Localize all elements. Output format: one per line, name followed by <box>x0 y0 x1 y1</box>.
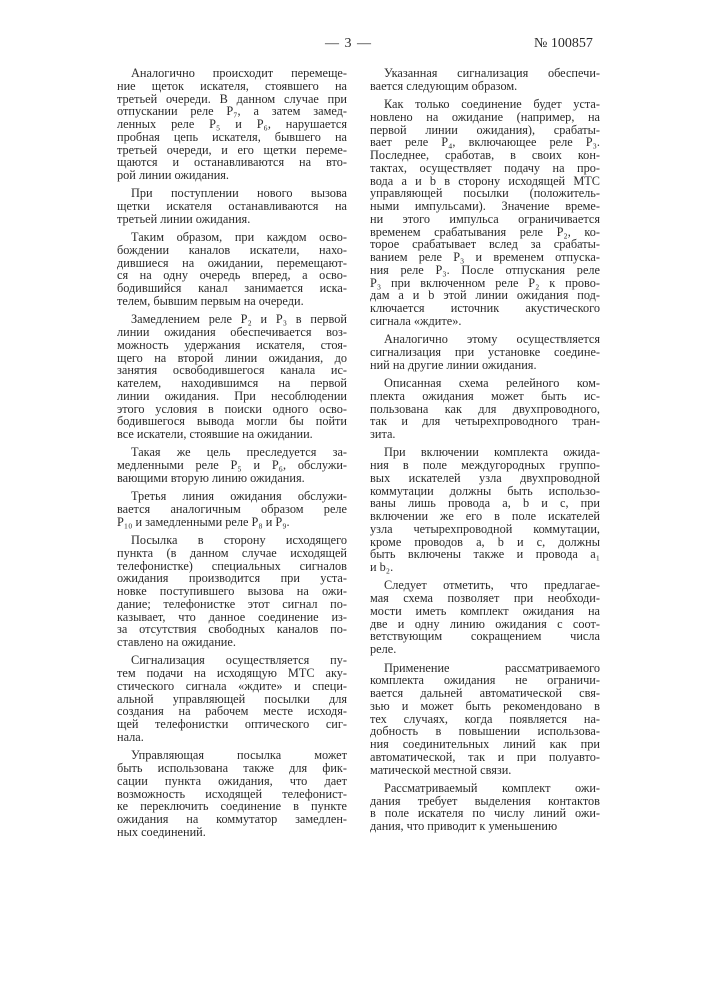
text-line: щетки искателя останавливаются на <box>117 200 347 213</box>
paragraph <box>370 579 600 656</box>
paragraph <box>117 313 347 441</box>
text-line: Посылка в сторону исходящего <box>117 534 347 547</box>
paragraph <box>370 377 600 441</box>
paragraph <box>370 98 600 328</box>
text-line: тактах, осуществляет подачу на про- <box>370 162 600 175</box>
text-line: управляющей посылки (положитель- <box>370 187 600 200</box>
paragraph <box>117 490 347 528</box>
text-line: Аналогично происходит перемеще- <box>117 67 347 80</box>
text-line: Следует отметить, что предлагае- <box>370 579 600 592</box>
text-line: рой линии ожидания. <box>117 169 347 182</box>
text-line: и b₂. <box>370 561 600 574</box>
text-line: зью и может быть рекомендовано в <box>370 700 600 713</box>
text-line: сигнала «ждите». <box>370 315 600 328</box>
text-line: быть включены также и провода a₁ <box>370 548 600 561</box>
text-line: новлено на ожидание (например, на <box>370 111 600 124</box>
text-line: быть использована также для фик- <box>117 762 347 775</box>
text-line: бождении каналов искатели, нахо- <box>117 244 347 257</box>
text-line: ожидания производится при уста- <box>117 572 347 585</box>
text-line: ния в поле междугородных группо- <box>370 459 600 472</box>
text-line: ванием реле Р₃ и временем отпуска- <box>370 251 600 264</box>
left-text-column <box>117 67 347 844</box>
text-line: щего на второй линии ожидания, до <box>117 352 347 365</box>
text-line: возможность исходящей телефонист- <box>117 788 347 801</box>
paragraph <box>117 534 347 649</box>
text-line: тех случаях, когда появляется на- <box>370 713 600 726</box>
text-line: включении же его в поле искателей <box>370 510 600 523</box>
text-line: добность в повышении использова- <box>370 725 600 738</box>
text-line: так и для четырехпроводного тран- <box>370 415 600 428</box>
text-line: создания на рабочем месте исходя- <box>117 705 347 718</box>
text-line: Р₃ при включенном реле Р₂ к прово- <box>370 277 600 290</box>
text-line: Как только соединение будет уста- <box>370 98 600 111</box>
paragraph <box>117 749 347 838</box>
text-line: в поле искателя по числу линий ожи- <box>370 807 600 820</box>
text-line: При поступлении нового вызова <box>117 187 347 200</box>
text-line: коммутации должны быть использо- <box>370 485 600 498</box>
text-line: Управляющая посылка может <box>117 749 347 762</box>
text-line: ожидания на коммутатор замедлен- <box>117 813 347 826</box>
text-line: третьей очереди, и его щетки переме- <box>117 144 347 157</box>
text-line: все искатели, стоявшие на ожидании. <box>117 428 347 441</box>
text-line: сации пункта ожидания, что дает <box>117 775 347 788</box>
text-line: бодившийся канал занимается иска- <box>117 282 347 295</box>
text-line: вода a и b в сторону исходящей МТС <box>370 175 600 188</box>
text-line: телефонистке) специальных сигналов <box>117 560 347 573</box>
text-line: матической местной связи. <box>370 764 600 777</box>
text-line: вых искателей узла двухпроводной <box>370 472 600 485</box>
text-line: зита. <box>370 428 600 441</box>
text-line: дания требует выделения контактов <box>370 795 600 808</box>
text-line: третьей линии ожидания. <box>117 213 347 226</box>
text-line: этого условия в поиски одного осво- <box>117 403 347 416</box>
paragraph <box>117 446 347 484</box>
text-line: тем подачи на исходящую МТС аку- <box>117 667 347 680</box>
text-line: дившиеся на ожидании, перемещают- <box>117 257 347 270</box>
text-line: дание; телефонистке этот сигнал по- <box>117 598 347 611</box>
paragraph <box>370 446 600 574</box>
text-line: Замедлением реле Р₂ и Р₃ в первой <box>117 313 347 326</box>
page-number: — 3 — <box>325 36 372 52</box>
text-line: кроме проводов a, b и c, должны <box>370 536 600 549</box>
text-line: автоматической, так и при полуавто- <box>370 751 600 764</box>
text-line: Сигнализация осуществляется пу- <box>117 654 347 667</box>
text-line: за отсутствия свободных каналов по- <box>117 623 347 636</box>
text-line: две и одну линию ожидания с соот- <box>370 618 600 631</box>
text-line: стического сигнала «ждите» и специ- <box>117 680 347 693</box>
paragraph <box>117 187 347 225</box>
paragraph <box>117 67 347 182</box>
text-line: нала. <box>117 731 347 744</box>
text-line: пункта (в данном случае исходящей <box>117 547 347 560</box>
text-line: мая схема позволяет при необходи- <box>370 592 600 605</box>
text-line: торое срабатывает вслед за срабаты- <box>370 238 600 251</box>
text-line: отпускании реле Р₇, а затем замед- <box>117 105 347 118</box>
text-line: ными импульсами). Значение време- <box>370 200 600 213</box>
text-line: линии ожидания. При несоблюдении <box>117 390 347 403</box>
text-line: Аналогично этому осуществляется <box>370 333 600 346</box>
document-number: № 100857 <box>534 36 593 52</box>
paragraph <box>370 662 600 777</box>
text-line: реле. <box>370 643 600 656</box>
text-line: вается аналогичным образом реле <box>117 503 347 516</box>
text-line: сигнализация при установке соедине- <box>370 346 600 359</box>
text-line: мости иметь комплект ожидания на <box>370 605 600 618</box>
text-line: вается следующим образом. <box>370 80 600 93</box>
text-line: ставлено на ожидание. <box>117 636 347 649</box>
text-line: щаются и останавливаются на вто- <box>117 156 347 169</box>
paragraph <box>370 67 600 93</box>
text-line: ние щеток искателя, стоявшего на <box>117 80 347 93</box>
text-line: вающими вторую линию ожидания. <box>117 472 347 485</box>
text-line: Указанная сигнализация обеспечи- <box>370 67 600 80</box>
text-line: ваны лишь провода a, b и c, при <box>370 497 600 510</box>
text-line: узла четырехпроводной коммутации, <box>370 523 600 536</box>
text-line: можность удержания искателя, стоя- <box>117 339 347 352</box>
text-line: пользована как для двухпроводного, <box>370 403 600 416</box>
text-line: При включении комплекта ожида- <box>370 446 600 459</box>
text-line: Применение рассматриваемого <box>370 662 600 675</box>
text-line: Третья линия ожидания обслужи- <box>117 490 347 503</box>
text-line: ленных реле Р₅ и Р₆, нарушается <box>117 118 347 131</box>
text-line: пробная цепь искателя, бывшего на <box>117 131 347 144</box>
text-line: ветствующим сокращением числа <box>370 630 600 643</box>
text-line: вает реле Р₄, включающее реле Р₃. <box>370 136 600 149</box>
text-line: ний на другие линии ожидания. <box>370 359 600 372</box>
text-line: дам a и b этой линии ожидания под- <box>370 289 600 302</box>
text-line: кателем, находившимся на первой <box>117 377 347 390</box>
text-line: казывает, что данное соединение из- <box>117 611 347 624</box>
text-line: линии ожидания обеспечивается воз- <box>117 326 347 339</box>
text-line: бодившегося вывода могли бы пойти <box>117 415 347 428</box>
text-line: ся на одну очередь вперед, а осво- <box>117 269 347 282</box>
paragraph <box>117 654 347 743</box>
text-line: ния реле Р₃. После отпускания реле <box>370 264 600 277</box>
text-line: плекта ожидания может быть ис- <box>370 390 600 403</box>
text-line: Описанная схема релейного ком- <box>370 377 600 390</box>
text-line: временем срабатывания реле Р₂, ко- <box>370 226 600 239</box>
text-line: ни этого импульса ограничивается <box>370 213 600 226</box>
paragraph <box>370 782 600 833</box>
text-line: медленными реле Р₅ и Р₆, обслужи- <box>117 459 347 472</box>
text-line: телем, бывшим первым на очереди. <box>117 295 347 308</box>
text-line: новке поступившего вызова на ожи- <box>117 585 347 598</box>
text-line: вается дальней автоматической свя- <box>370 687 600 700</box>
paragraph <box>117 231 347 308</box>
text-line: Такая же цель преследуется за- <box>117 446 347 459</box>
text-line: альной управляющей посылки для <box>117 693 347 706</box>
text-line: Рассматриваемый комплект ожи- <box>370 782 600 795</box>
text-line: щей телефонистки оптического сиг- <box>117 718 347 731</box>
text-line: ных соединений. <box>117 826 347 839</box>
text-line: ке переключить соединение в пункте <box>117 800 347 813</box>
text-line: Последнее, сработав, в своих кон- <box>370 149 600 162</box>
text-line: первой линии ожидания), срабаты- <box>370 124 600 137</box>
text-line: третьей очереди. В данном случае при <box>117 93 347 106</box>
text-line: комплекта ожидания не ограничи- <box>370 674 600 687</box>
paragraph <box>370 333 600 371</box>
text-line: дания, что приводит к уменьшению <box>370 820 600 833</box>
text-line: ключается источник акустического <box>370 302 600 315</box>
text-line: занятия освободившегося канала ис- <box>117 364 347 377</box>
text-line: ния соединительных линий как при <box>370 738 600 751</box>
text-line: Таким образом, при каждом осво- <box>117 231 347 244</box>
right-text-column <box>370 67 600 839</box>
text-line: Р₁₀ и замедленными реле Р₈ и Р₉. <box>117 516 347 529</box>
